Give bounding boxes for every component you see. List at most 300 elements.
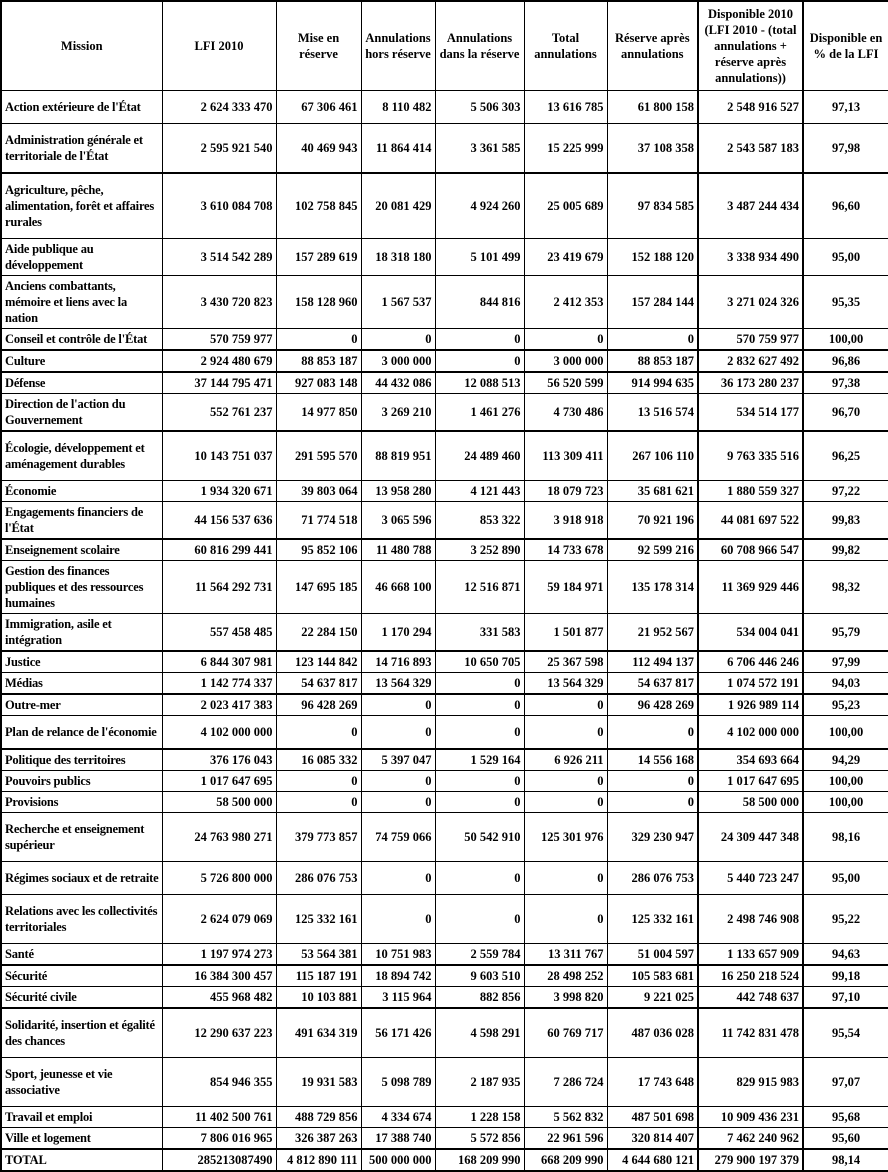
value-cell: 320 814 407 [607,1128,698,1150]
value-cell: 286 076 753 [276,862,361,895]
value-cell: 4 334 674 [361,1107,435,1128]
value-cell: 14 733 678 [524,539,607,561]
value-cell: 105 583 681 [607,965,698,987]
value-cell: 113 309 411 [524,431,607,481]
value-cell: 125 301 976 [524,813,607,862]
mission-cell: Travail et emploi [1,1107,162,1128]
value-cell: 0 [524,895,607,944]
value-cell: 1 934 320 671 [162,481,276,502]
value-cell: 0 [607,771,698,792]
value-cell: 20 081 429 [361,173,435,239]
value-cell: 2 924 480 679 [162,350,276,372]
value-cell: 0 [435,771,524,792]
value-cell: 3 610 084 708 [162,173,276,239]
value-cell: 54 637 817 [276,673,361,695]
mission-cell: Administration générale et territoriale de l'État [1,124,162,174]
value-cell: 0 [361,862,435,895]
value-cell: 17 743 648 [607,1058,698,1107]
value-cell: 3 918 918 [524,502,607,540]
value-cell: 0 [361,771,435,792]
value-cell: 70 921 196 [607,502,698,540]
value-cell: 44 432 086 [361,372,435,394]
value-cell: 1 170 294 [361,614,435,652]
mission-cell: Solidarité, insertion et égalité des chances [1,1008,162,1058]
value-cell: 13 616 785 [524,91,607,124]
value-cell: 71 774 518 [276,502,361,540]
value-cell: 37 108 358 [607,124,698,174]
value-cell: 5 506 303 [435,91,524,124]
value-cell: 125 332 161 [276,895,361,944]
value-cell: 13 564 329 [524,673,607,695]
pct-cell: 97,10 [803,987,888,1009]
pct-cell: 95,00 [803,239,888,276]
value-cell: 60 816 299 441 [162,539,276,561]
value-cell: 18 318 180 [361,239,435,276]
value-cell: 12 290 637 223 [162,1008,276,1058]
value-cell: 914 994 635 [607,372,698,394]
value-cell: 0 [361,895,435,944]
value-cell: 1 461 276 [435,394,524,432]
table-row [1,1128,888,1150]
value-cell: 36 173 280 237 [698,372,803,394]
value-cell: 491 634 319 [276,1008,361,1058]
table-row [1,987,888,1009]
value-cell: 1 074 572 191 [698,673,803,695]
table-row [1,561,888,614]
pct-cell: 96,70 [803,394,888,432]
mission-cell: Outre-mer [1,694,162,716]
value-cell: 125 332 161 [607,895,698,944]
value-cell: 28 498 252 [524,965,607,987]
value-cell: 18 079 723 [524,481,607,502]
value-cell: 331 583 [435,614,524,652]
col-header-total-annulations: Total annulations [524,1,607,91]
header-row [1,1,888,91]
value-cell: 534 004 041 [698,614,803,652]
value-cell: 123 144 842 [276,651,361,673]
pct-cell: 94,63 [803,944,888,966]
mission-cell: Gestion des finances publiques et des ressources humaines [1,561,162,614]
value-cell: 13 311 767 [524,944,607,966]
value-cell: 2 548 916 527 [698,91,803,124]
value-cell: 3 487 244 434 [698,173,803,239]
value-cell: 3 430 720 823 [162,276,276,329]
value-cell: 844 816 [435,276,524,329]
col-header-disponible-2010: Disponible 2010 (LFI 2010 - (total annulations + réserve après annulations)) [698,1,803,91]
value-cell: 22 284 150 [276,614,361,652]
value-cell: 23 419 679 [524,239,607,276]
pct-cell: 100,00 [803,716,888,750]
value-cell: 61 800 158 [607,91,698,124]
value-cell: 1 142 774 337 [162,673,276,695]
value-cell: 58 500 000 [162,792,276,813]
value-cell: 3 514 542 289 [162,239,276,276]
value-cell: 455 968 482 [162,987,276,1009]
table-row [1,124,888,174]
pct-cell: 95,35 [803,276,888,329]
value-cell: 1 133 657 909 [698,944,803,966]
value-cell: 3 271 024 326 [698,276,803,329]
pct-cell: 100,00 [803,329,888,351]
value-cell: 6 844 307 981 [162,651,276,673]
value-cell: 6 706 446 246 [698,651,803,673]
value-cell: 58 500 000 [698,792,803,813]
value-cell: 7 806 016 965 [162,1128,276,1150]
table-row [1,329,888,351]
value-cell: 3 998 820 [524,987,607,1009]
value-cell: 14 977 850 [276,394,361,432]
table-row [1,1008,888,1058]
value-cell: 3 252 890 [435,539,524,561]
mission-cell: Justice [1,651,162,673]
value-cell: 3 361 585 [435,124,524,174]
value-cell: 668 209 990 [524,1149,607,1171]
value-cell: 0 [435,694,524,716]
value-cell: 37 144 795 471 [162,372,276,394]
value-cell: 6 926 211 [524,749,607,771]
value-cell: 0 [361,792,435,813]
value-cell: 487 036 028 [607,1008,698,1058]
value-cell: 291 595 570 [276,431,361,481]
table-body [1,91,888,1172]
pct-cell: 95,54 [803,1008,888,1058]
value-cell: 13 564 329 [361,673,435,695]
value-cell: 157 284 144 [607,276,698,329]
value-cell: 88 853 187 [276,350,361,372]
value-cell: 354 693 664 [698,749,803,771]
value-cell: 1 567 537 [361,276,435,329]
value-cell: 882 856 [435,987,524,1009]
value-cell: 0 [435,329,524,351]
pct-cell: 96,25 [803,431,888,481]
mission-cell: Sport, jeunesse et vie associative [1,1058,162,1107]
mission-cell: Médias [1,673,162,695]
table-row [1,673,888,695]
pct-cell: 95,60 [803,1128,888,1150]
value-cell: 25 367 598 [524,651,607,673]
pct-cell: 99,83 [803,502,888,540]
value-cell: 157 289 619 [276,239,361,276]
value-cell: 92 599 216 [607,539,698,561]
col-header-mise-en-reserve: Mise en réserve [276,1,361,91]
value-cell: 17 388 740 [361,1128,435,1150]
value-cell: 552 761 237 [162,394,276,432]
value-cell: 0 [276,792,361,813]
value-cell: 4 121 443 [435,481,524,502]
value-cell: 0 [435,792,524,813]
value-cell: 0 [524,862,607,895]
value-cell: 158 128 960 [276,276,361,329]
value-cell: 53 564 381 [276,944,361,966]
table-row [1,372,888,394]
mission-cell: Action extérieure de l'État [1,91,162,124]
value-cell: 147 695 185 [276,561,361,614]
value-cell: 2 023 417 383 [162,694,276,716]
table-row [1,895,888,944]
value-cell: 3 000 000 [524,350,607,372]
value-cell: 0 [524,792,607,813]
table-row [1,813,888,862]
mission-cell: Culture [1,350,162,372]
value-cell: 379 773 857 [276,813,361,862]
value-cell: 59 184 971 [524,561,607,614]
value-cell: 152 188 120 [607,239,698,276]
value-cell: 5 562 832 [524,1107,607,1128]
value-cell: 2 559 784 [435,944,524,966]
total-label-cell: TOTAL [1,1149,162,1171]
value-cell: 4 102 000 000 [698,716,803,750]
value-cell: 5 101 499 [435,239,524,276]
value-cell: 1 501 877 [524,614,607,652]
value-cell: 51 004 597 [607,944,698,966]
value-cell: 16 085 332 [276,749,361,771]
value-cell: 0 [361,329,435,351]
table-row [1,944,888,966]
table-row [1,539,888,561]
pct-cell: 95,79 [803,614,888,652]
pct-cell: 94,29 [803,749,888,771]
value-cell: 9 763 335 516 [698,431,803,481]
value-cell: 1 017 647 695 [162,771,276,792]
pct-cell: 95,23 [803,694,888,716]
table-row [1,614,888,652]
value-cell: 0 [276,771,361,792]
pct-cell: 95,00 [803,862,888,895]
pct-cell: 99,18 [803,965,888,987]
value-cell: 56 171 426 [361,1008,435,1058]
value-cell: 4 598 291 [435,1008,524,1058]
col-header-lfi-2010: LFI 2010 [162,1,276,91]
value-cell: 2 543 587 183 [698,124,803,174]
value-cell: 3 338 934 490 [698,239,803,276]
value-cell: 25 005 689 [524,173,607,239]
table-row [1,394,888,432]
value-cell: 1 017 647 695 [698,771,803,792]
value-cell: 0 [276,329,361,351]
mission-cell: Politique des territoires [1,749,162,771]
mission-cell: Aide publique au développement [1,239,162,276]
table-row [1,771,888,792]
value-cell: 0 [276,716,361,750]
value-cell: 3 065 596 [361,502,435,540]
mission-cell: Santé [1,944,162,966]
table-row [1,91,888,124]
table-row [1,792,888,813]
mission-cell: Recherche et enseignement supérieur [1,813,162,862]
value-cell: 2 832 627 492 [698,350,803,372]
value-cell: 0 [435,716,524,750]
value-cell: 0 [435,862,524,895]
value-cell: 97 834 585 [607,173,698,239]
value-cell: 50 542 910 [435,813,524,862]
value-cell: 168 209 990 [435,1149,524,1171]
value-cell: 4 730 486 [524,394,607,432]
table-row-total [1,1149,888,1171]
value-cell: 5 098 789 [361,1058,435,1107]
value-cell: 2 624 333 470 [162,91,276,124]
value-cell: 46 668 100 [361,561,435,614]
value-cell: 0 [435,350,524,372]
value-cell: 2 412 353 [524,276,607,329]
value-cell: 14 556 168 [607,749,698,771]
value-cell: 39 803 064 [276,481,361,502]
value-cell: 927 083 148 [276,372,361,394]
col-header-annulations-hors-reserve: Annulations hors réserve [361,1,435,91]
value-cell: 329 230 947 [607,813,698,862]
value-cell: 135 178 314 [607,561,698,614]
value-cell: 11 402 500 761 [162,1107,276,1128]
value-cell: 22 961 596 [524,1128,607,1150]
pct-cell: 97,22 [803,481,888,502]
value-cell: 11 480 788 [361,539,435,561]
value-cell: 3 115 964 [361,987,435,1009]
table-row [1,350,888,372]
table-row [1,431,888,481]
value-cell: 500 000 000 [361,1149,435,1171]
value-cell: 1 228 158 [435,1107,524,1128]
value-cell: 18 894 742 [361,965,435,987]
pct-cell: 98,16 [803,813,888,862]
value-cell: 376 176 043 [162,749,276,771]
pct-cell: 97,07 [803,1058,888,1107]
table-row [1,749,888,771]
value-cell: 60 708 966 547 [698,539,803,561]
pct-cell: 94,03 [803,673,888,695]
table-row [1,651,888,673]
value-cell: 0 [524,329,607,351]
mission-cell: Sécurité civile [1,987,162,1009]
pct-cell: 97,99 [803,651,888,673]
value-cell: 0 [607,329,698,351]
pct-cell: 95,22 [803,895,888,944]
value-cell: 14 716 893 [361,651,435,673]
value-cell: 11 742 831 478 [698,1008,803,1058]
pct-cell: 95,68 [803,1107,888,1128]
value-cell: 3 269 210 [361,394,435,432]
value-cell: 10 103 881 [276,987,361,1009]
value-cell: 9 603 510 [435,965,524,987]
value-cell: 11 564 292 731 [162,561,276,614]
value-cell: 96 428 269 [607,694,698,716]
mission-cell: Direction de l'action du Gouvernement [1,394,162,432]
value-cell: 9 221 025 [607,987,698,1009]
table-row [1,694,888,716]
value-cell: 2 498 746 908 [698,895,803,944]
value-cell: 5 397 047 [361,749,435,771]
mission-cell: Engagements financiers de l'État [1,502,162,540]
value-cell: 8 110 482 [361,91,435,124]
value-cell: 853 322 [435,502,524,540]
value-cell: 56 520 599 [524,372,607,394]
value-cell: 13 516 574 [607,394,698,432]
pct-cell: 100,00 [803,771,888,792]
value-cell: 44 081 697 522 [698,502,803,540]
mission-cell: Économie [1,481,162,502]
value-cell: 16 250 218 524 [698,965,803,987]
value-cell: 4 924 260 [435,173,524,239]
value-cell: 7 286 724 [524,1058,607,1107]
pct-cell: 97,38 [803,372,888,394]
value-cell: 442 748 637 [698,987,803,1009]
value-cell: 10 650 705 [435,651,524,673]
value-cell: 88 853 187 [607,350,698,372]
value-cell: 1 926 989 114 [698,694,803,716]
mission-cell: Pouvoirs publics [1,771,162,792]
table-row [1,276,888,329]
value-cell: 24 763 980 271 [162,813,276,862]
col-header-disponible-pct-lfi: Disponible en % de la LFI [803,1,888,91]
value-cell: 0 [607,716,698,750]
value-cell: 286 076 753 [607,862,698,895]
value-cell: 854 946 355 [162,1058,276,1107]
value-cell: 35 681 621 [607,481,698,502]
value-cell: 285213087490 [162,1149,276,1171]
value-cell: 5 572 856 [435,1128,524,1150]
table-row [1,716,888,750]
value-cell: 534 514 177 [698,394,803,432]
col-header-reserve-apres-annulations: Réserve après annulations [607,1,698,91]
col-header-annulations-dans-la-reserve: Annulations dans la réserve [435,1,524,91]
value-cell: 7 462 240 962 [698,1128,803,1150]
value-cell: 2 595 921 540 [162,124,276,174]
value-cell: 4 812 890 111 [276,1149,361,1171]
table-row [1,239,888,276]
value-cell: 96 428 269 [276,694,361,716]
mission-cell: Régimes sociaux et de retraite [1,862,162,895]
value-cell: 570 759 977 [162,329,276,351]
value-cell: 44 156 537 636 [162,502,276,540]
table-header [1,1,888,91]
value-cell: 10 751 983 [361,944,435,966]
value-cell: 267 106 110 [607,431,698,481]
value-cell: 1 529 164 [435,749,524,771]
value-cell: 115 187 191 [276,965,361,987]
mission-cell: Agriculture, pêche, alimentation, forêt et affaires rurales [1,173,162,239]
value-cell: 12 088 513 [435,372,524,394]
pct-cell: 96,60 [803,173,888,239]
value-cell: 1 880 559 327 [698,481,803,502]
value-cell: 88 819 951 [361,431,435,481]
value-cell: 16 384 300 457 [162,965,276,987]
value-cell: 112 494 137 [607,651,698,673]
pct-cell: 100,00 [803,792,888,813]
value-cell: 0 [435,895,524,944]
value-cell: 829 915 983 [698,1058,803,1107]
mission-cell: Écologie, développement et aménagement durables [1,431,162,481]
value-cell: 2 624 079 069 [162,895,276,944]
value-cell: 0 [607,792,698,813]
value-cell: 488 729 856 [276,1107,361,1128]
value-cell: 11 369 929 446 [698,561,803,614]
value-cell: 5 726 800 000 [162,862,276,895]
pct-cell: 96,86 [803,350,888,372]
mission-cell: Conseil et contrôle de l'État [1,329,162,351]
mission-cell: Immigration, asile et intégration [1,614,162,652]
value-cell: 4 102 000 000 [162,716,276,750]
value-cell: 4 644 680 121 [607,1149,698,1171]
mission-cell: Anciens combattants, mémoire et liens avec la nation [1,276,162,329]
value-cell: 54 637 817 [607,673,698,695]
table-row [1,862,888,895]
value-cell: 0 [524,716,607,750]
value-cell: 95 852 106 [276,539,361,561]
pct-cell: 97,13 [803,91,888,124]
value-cell: 3 000 000 [361,350,435,372]
table-row [1,1058,888,1107]
value-cell: 0 [435,673,524,695]
value-cell: 5 440 723 247 [698,862,803,895]
table-row [1,481,888,502]
